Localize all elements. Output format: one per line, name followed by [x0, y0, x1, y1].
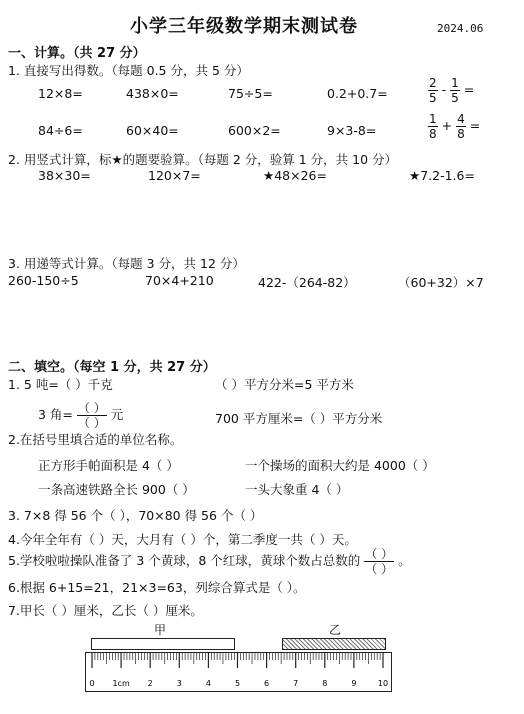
ruler-label: 0: [89, 679, 95, 688]
blank-numerator: （ ）: [77, 401, 106, 415]
q2-title: 2. 用竖式计算，标★的题要验算。（每题 2 分，验算 1 分，共 10 分）: [8, 152, 398, 167]
q7-fill: 7.甲长（ ）厘米，乙长（ ）厘米。: [8, 603, 203, 618]
unit-item: 一个操场的面积大约是 4000（ ）: [245, 458, 435, 473]
fill-suffix: 元: [110, 407, 124, 422]
ruler-label: 8: [322, 679, 328, 688]
fraction-expression-2: [428, 113, 480, 140]
equals: =: [469, 118, 481, 133]
numerator: 1: [429, 112, 437, 126]
numerator: 1: [451, 76, 459, 90]
ruler-label: 5: [234, 679, 241, 688]
q3-fill: 3. 7×8 得 56 个（ ），70×80 得 56 个（ ）: [8, 508, 263, 523]
ruler-label: 4: [205, 679, 211, 688]
ruler-ticks: [86, 653, 391, 691]
operator: +: [441, 118, 453, 133]
exam-date: 2024.06: [437, 22, 484, 35]
ruler-label: 9: [351, 679, 357, 688]
denominator: 5: [451, 91, 459, 105]
vertical-calc-item: 120×7=: [148, 168, 201, 183]
ruler-label: 10: [377, 679, 389, 688]
page-title: 小学三年级数学期末测试卷: [130, 16, 358, 37]
fraction-expression-1: [428, 77, 474, 104]
vertical-calc-item: 38×30=: [38, 168, 91, 183]
section1-title: 一、计算。（共 27 分）: [8, 46, 146, 61]
blank-numerator: （ ）: [365, 547, 394, 561]
fraction: [450, 77, 460, 104]
fraction: [428, 113, 438, 140]
step-calc-item: 422-（264-82）: [258, 275, 356, 290]
step-calc-item: （60+32）×7: [398, 275, 484, 290]
numerator: 4: [457, 112, 465, 126]
segment-a-label: 甲: [154, 623, 167, 637]
unit-item: 一头大象重 4（ ）: [245, 482, 349, 497]
q6-fill: 6.根据 6+15=21，21×3=63，列综合算式是（ ）。: [8, 580, 306, 595]
unit-item: 正方形手帕面积是 4（ ）: [38, 458, 179, 473]
denominator: 8: [429, 127, 437, 141]
q3-title: 3. 用递等式计算。（每题 3 分，共 12 分）: [8, 256, 245, 271]
q2-unit-title: 2.在括号里填合适的单位名称。: [8, 432, 183, 447]
fill-item-fraction: [38, 402, 123, 429]
q1-title: 1. 直接写出得数。（每题 0.5 分，共 5 分）: [8, 63, 249, 78]
blank-denominator: （ ）: [365, 562, 394, 576]
calc-item: 12×8=: [38, 86, 83, 101]
blank-fraction: [364, 548, 394, 575]
step-calc-item: 70×4+210: [145, 273, 214, 288]
calc-item: 600×2=: [228, 123, 281, 138]
segment-b-label: 乙: [329, 623, 342, 637]
ruler-label: 7: [293, 679, 299, 688]
fill-item: 700 平方厘米=（ ）平方分米: [215, 411, 383, 426]
q5-text: 5.学校啦啦操队准备了 3 个黄球，8 个红球，黄球个数占总数的: [8, 553, 361, 568]
equals: =: [463, 82, 475, 97]
fill-item: （ ）平方分米=5 平方米: [215, 377, 354, 392]
denominator: 5: [429, 91, 437, 105]
ruler-label: 1cm: [112, 679, 130, 688]
calc-item: 0.2+0.7=: [327, 86, 388, 101]
fraction: [428, 77, 438, 104]
calc-item: 60×40=: [126, 123, 179, 138]
segment-a-bar: [91, 638, 235, 650]
section2-title: 二、填空。（每空 1 分，共 27 分）: [8, 360, 216, 375]
blank-denominator: （ ）: [77, 416, 106, 430]
numerator: 2: [429, 76, 437, 90]
calc-item: 9×3-8=: [327, 123, 377, 138]
ruler-label: 3: [176, 679, 182, 688]
fill-item: 1. 5 吨=（ ）千克: [8, 377, 113, 392]
denominator: 8: [457, 127, 465, 141]
operator: -: [441, 82, 447, 97]
q5-fill: [8, 548, 411, 575]
unit-item: 一条高速铁路全长 900（ ）: [38, 482, 195, 497]
fill-prefix: 3 角=: [38, 407, 73, 422]
calc-item: 75÷5=: [228, 86, 273, 101]
step-calc-item: 260-150÷5: [8, 273, 79, 288]
fraction: [456, 113, 466, 140]
q4-fill: 4.今年全年有（ ）天，大月有（ ）个，第二季度一共（ ）天。: [8, 532, 357, 547]
ruler: [85, 652, 392, 692]
q5-end: 。: [398, 553, 411, 568]
vertical-calc-item: ★48×26=: [263, 168, 327, 183]
calc-item: 438×0=: [126, 86, 179, 101]
ruler-label: 2: [147, 679, 153, 688]
vertical-calc-item: ★7.2-1.6=: [409, 168, 475, 183]
calc-item: 84÷6=: [38, 123, 83, 138]
ruler-label: 6: [264, 679, 270, 688]
blank-fraction: [77, 402, 107, 429]
segment-b-bar: [282, 638, 386, 650]
